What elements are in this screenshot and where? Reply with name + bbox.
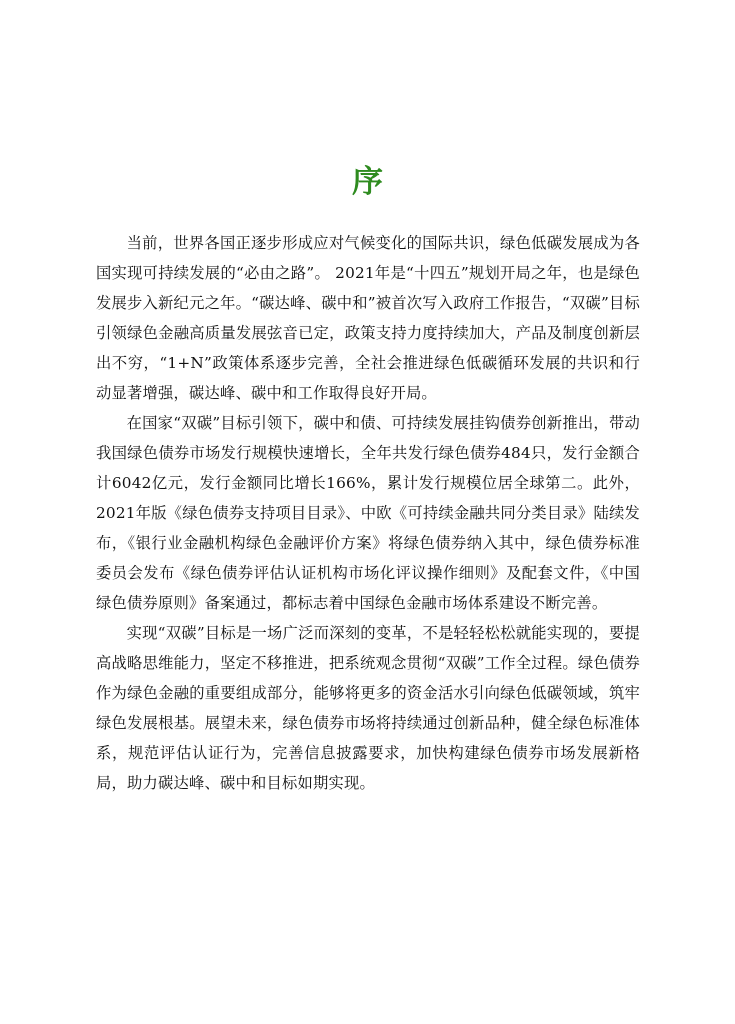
page-title: 序: [352, 164, 383, 200]
paragraph-2: 在国家“双碳”目标引领下，碳中和债、可持续发展挂钩债券创新推出，带动我国绿色债券市场发行规模快速增长，全年共发行绿色债券484只，发行金额合计6042亿元，发行金额同比增长166%，累计发行规模位居全球第二。此外，2021年版《绿色债券支持项目目录》、中欧《可持续金融共同分类目录》陆续发布，《银行业金融机构绿色金融评价方案》将绿色债券纳入其中，绿色债券标准委员会发布《绿色债券评估认证机构市场化评议操作细则》及配套文件，《中国绿色债券原则》备案通过，都标志着中国绿色金融市场体系建设不断完善。: [96, 414, 640, 612]
paragraph-3: 实现“双碳”目标是一场广泛而深刻的变革，不是轻轻松松就能实现的，要提高战略思维能力，坚定不移推进，把系统观念贯彻“双碳”工作全过程。绿色债券作为绿色金融的重要组成部分，能够将更多的资金活水引向绿色低碳领域，筑牢绿色发展根基。展望未来，绿色债券市场将持续通过创新品种，健全绿色标准体系，规范评估认证行为，完善信息披露要求，加快构建绿色债券市场发展新格局，助力碳达峰、碳中和目标如期实现。: [96, 624, 640, 792]
document-body: [96, 228, 640, 798]
paragraph-1: 当前，世界各国正逐步形成应对气候变化的国际共识，绿色低碳发展成为各国实现可持续发展的“必由之路”。 2021年是“十四五”规划开局之年，也是绿色发展步入新纪元之年。“碳达峰、碳中和”被首次写入政府工作报告，“双碳”目标引领绿色金融高质量发展弦音已定，政策支持力度持续加大，产品及制度创新层出不穷，“1+N”政策体系逐步完善，全社会推进绿色低碳循环发展的共识和行动显著增强，碳达峰、碳中和工作取得良好开局。: [96, 234, 640, 402]
